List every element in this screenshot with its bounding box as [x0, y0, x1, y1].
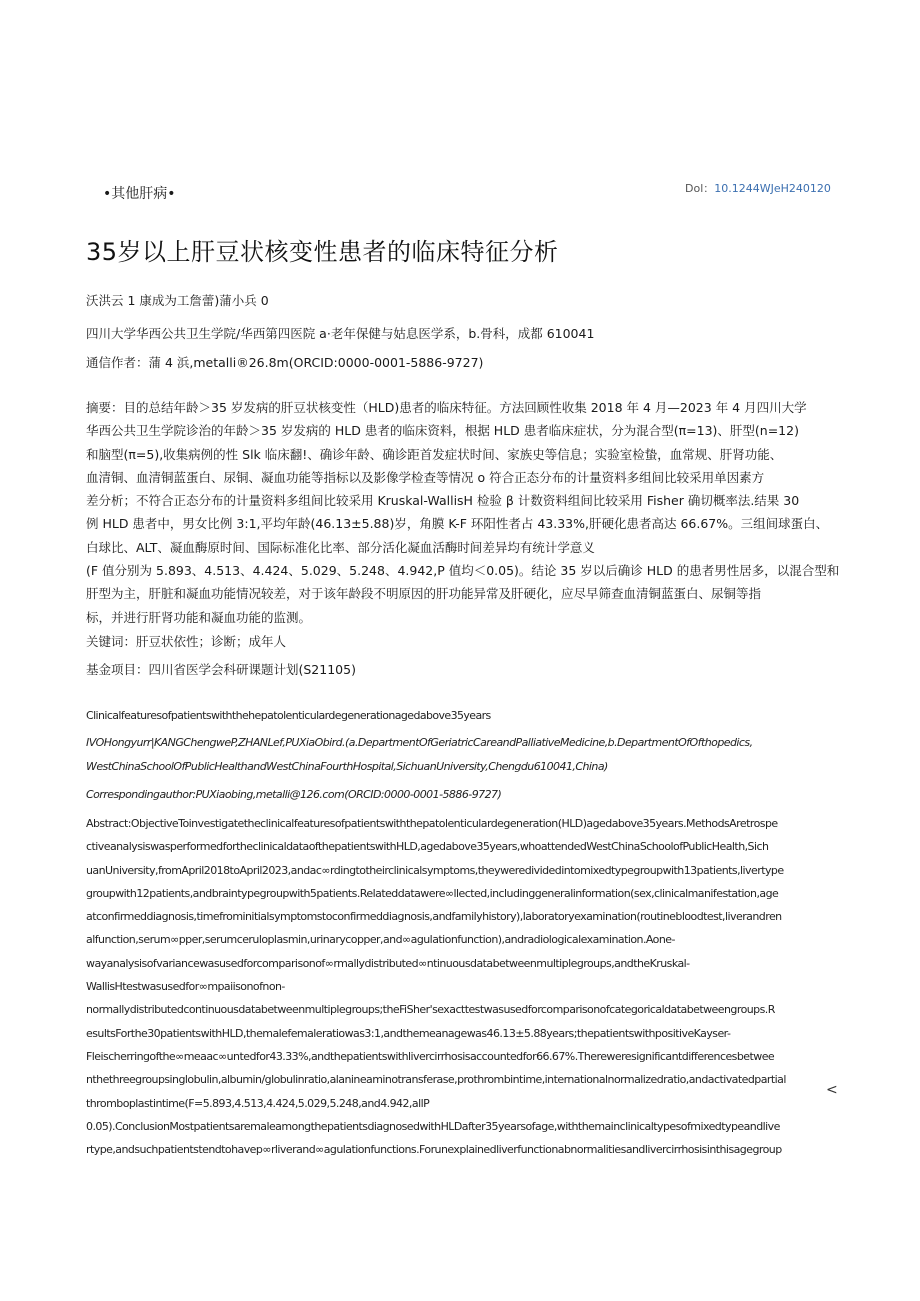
abstract-zh [86, 396, 842, 629]
abstract-zh-line: 差分析；不符合正态分布的计量资料多组间比较采用 Kruskal-WallisH 检验 β 计数资料组间比较采用 Fisher 确切概率法.结果 30 [86, 493, 800, 509]
abstract-en [86, 812, 842, 1161]
doi-label: Dol： [685, 182, 715, 195]
abstract-en-line: atconfirmeddiagnosis,timefrominitialsymptomstoconfirmeddiagnosis,andfamilyhistory),laboratoryexamination(routinebloodtest,liverandren [86, 910, 782, 924]
abstract-en-line: wayanalysisofvariancewasusedforcomparisonof∞rmallydistributed∞ntinuousdatabetweenmultiplegroups,andtheKruskal- [86, 956, 690, 970]
abstract-en-line: WallisHtestwasusedfor∞mpaiisonofnon- [86, 980, 285, 994]
abstract-zh-line: 肝型为主，肝脏和凝血功能情况较差，对于该年龄段不明原因的肝功能异常及肝硬化，应尽早筛查血清铜蓝蛋白、尿铜等指 [86, 586, 762, 602]
authors-zh: 沃洪云 1 康成为工詹蕾)蒲小兵 0 [86, 293, 269, 308]
abstract-en-line: alfunction,serum∞pper,serumceruloplasmin,urinarycopper,and∞agulationfunction),andradiologicalexamination.Aone- [86, 933, 675, 947]
article-title: 35岁以上肝豆状核变性患者的临床特征分析 [86, 238, 559, 266]
authors-en: IVOHongyurr|KANGChengweP,ZHANLef,PUXiaObird.(a.DepartmentOfGeriatricCareandPalliativeMedicine,b.DepartmentOfOfthopedics, [86, 736, 753, 749]
abstract-zh-line: 标，并进行肝肾功能和凝血功能的监测。 [86, 609, 312, 625]
abstract-en-line: nthethreegroupsinglobulin,albumin/globulinratio,alanineaminotransferase,prothrombintime,internationalnormalizedratio,andactivatedpartial [86, 1073, 786, 1087]
abstract-zh-line: (F 值分别为 5.893、4.513、4.424、5.029、5.248、4.942,P 值均＜0.05)。结论 35 岁以后确诊 HLD 的患者男性居多，以混合型和 [86, 563, 840, 579]
abstract-zh-line: 白球比、ALT、凝血酶原时间、国际标准化比率、部分活化凝血活酶时间差异均有统计学意义 [86, 539, 595, 555]
keywords-zh: 关键词：肝豆状依性；诊断；成年人 [86, 634, 287, 649]
corresponding-author-en: Correspondingauthor:PUXiaobing,metalli@126.com(ORCID:0000-0001-5886-9727) [86, 788, 502, 801]
affiliation-en: WestChinaSchoolOfPublicHealthandWestChinaFourthHospital,SichuanUniversity,Chengdu610041,China) [86, 760, 608, 773]
abstract-en-line: normallydistributedcontinuousdatabetweenmultiplegroups;theFiSher'sexacttestwasusedforcomparisonofcategoricaldatabetweengroups.R [86, 1003, 775, 1017]
abstract-zh-line: 摘要：目的总结年龄＞35 岁发病的肝豆状核变性（HLD)患者的临床特征。方法回顾性收集 2018 年 4 月—2023 年 4 月四川大学 [86, 400, 807, 415]
article-title-en: Clinicalfeaturesofpatientswiththehepatolenticulardegenerationagedabove35years [86, 709, 491, 722]
abstract-zh-line: 和脑型(π=5),收集病例的性 Slk 临床翻!、确诊年龄、确诊距首发症状时间、家族史等信息；实验室检蛰，血常规、肝肾功能、 [86, 446, 783, 462]
abstract-en-line: thromboplastintime(F=5.893,4.513,4.424,5.029,5.248,and4.942,allP [86, 1096, 430, 1110]
less-than-symbol: < [826, 1082, 838, 1098]
abstract-en-line: rtype,andsuchpatientstendtohavep∞rliverand∞agulationfunctions.Forunexplainedliverfunctionabnormalitiesandlivercirrhosisinthisagegroup [86, 1143, 782, 1157]
abstract-en-line: Fleischerringofthe∞meaac∞untedfor43.33%,andthepatientswithlivercirrhosisaccountedfor66.67%.Thereweresignificantdifferencesbetwee [86, 1049, 775, 1063]
fund-zh: 基金项目：四川省医学会科研课题计划(S21105) [86, 662, 356, 677]
corresponding-author-zh: 通信作者：蒲 4 浜,metalli®26.8m(ORCID:0000-0001-5886-9727) [86, 355, 484, 370]
abstract-zh-line: 例 HLD 患者中，男女比例 3:1,平均年龄(46.13±5.88)岁，角膜 K-F 环阳性者占 43.33%,肝硬化患者高达 66.67%。三组间球蛋白、 [86, 516, 829, 532]
abstract-en-line: Abstract:ObjectiveToinvestigatetheclinicalfeaturesofpatientswiththepatolenticulardegeneration(HLD)agedabove35years.MethodsAretrospe [86, 817, 778, 830]
affiliation-zh: 四川大学华西公共卫生学院/华西第四医院 a·老年保健与姑息医学系，b.骨科，成都 610041 [86, 326, 595, 341]
abstract-en-line: ctiveanalysiswasperformedfortheclinicaldataofthepatientswithHLD,agedabove35years,whoattendedWestChinaSchoolofPublicHealth,Sich [86, 840, 769, 854]
abstract-en-line: esultsForthe30patientswithHLD,themalefemaleratiowas3:1,andthemeanagewas46.13±5.88years;thepatientswithpositiveKayser- [86, 1026, 731, 1040]
abstract-en-line: uanUniversity,fromApril2018toApril2023,andac∞rdingtotheirclinicalsymptoms,theyweredividedintomixedtypegroupwith13patients,livertype [86, 863, 784, 877]
abstract-en-line: groupwith12patients,andbraintypegroupwith5patients.Relateddatawere∞llected,includinggeneralinformation(sex,clinicalmanifestation,age [86, 886, 779, 900]
section-tag: •其他肝病• [103, 186, 176, 202]
doi-link[interactable]: 10.1244WJeH240120 [714, 182, 831, 195]
doi-line [685, 180, 831, 196]
abstract-zh-line: 血清铜、血清铜蓝蛋白、尿铜、凝血功能等指标以及影像学检查等情况 o 符合正态分布的计量资料多组间比较采用单因素方 [86, 469, 765, 485]
abstract-zh-line: 华西公共卫生学院诊治的年龄＞35 岁发病的 HLD 患者的临床资料，根据 HLD 患者临床症状，分为混合型(π=13)、肝型(n=12) [86, 423, 799, 439]
abstract-en-line: 0.05).ConclusionMostpatientsaremaleamongthepatientsdiagnosedwithHLDafter35yearsofage,withthemainclinicaltypesofmixedtypeandlive [86, 1119, 780, 1133]
